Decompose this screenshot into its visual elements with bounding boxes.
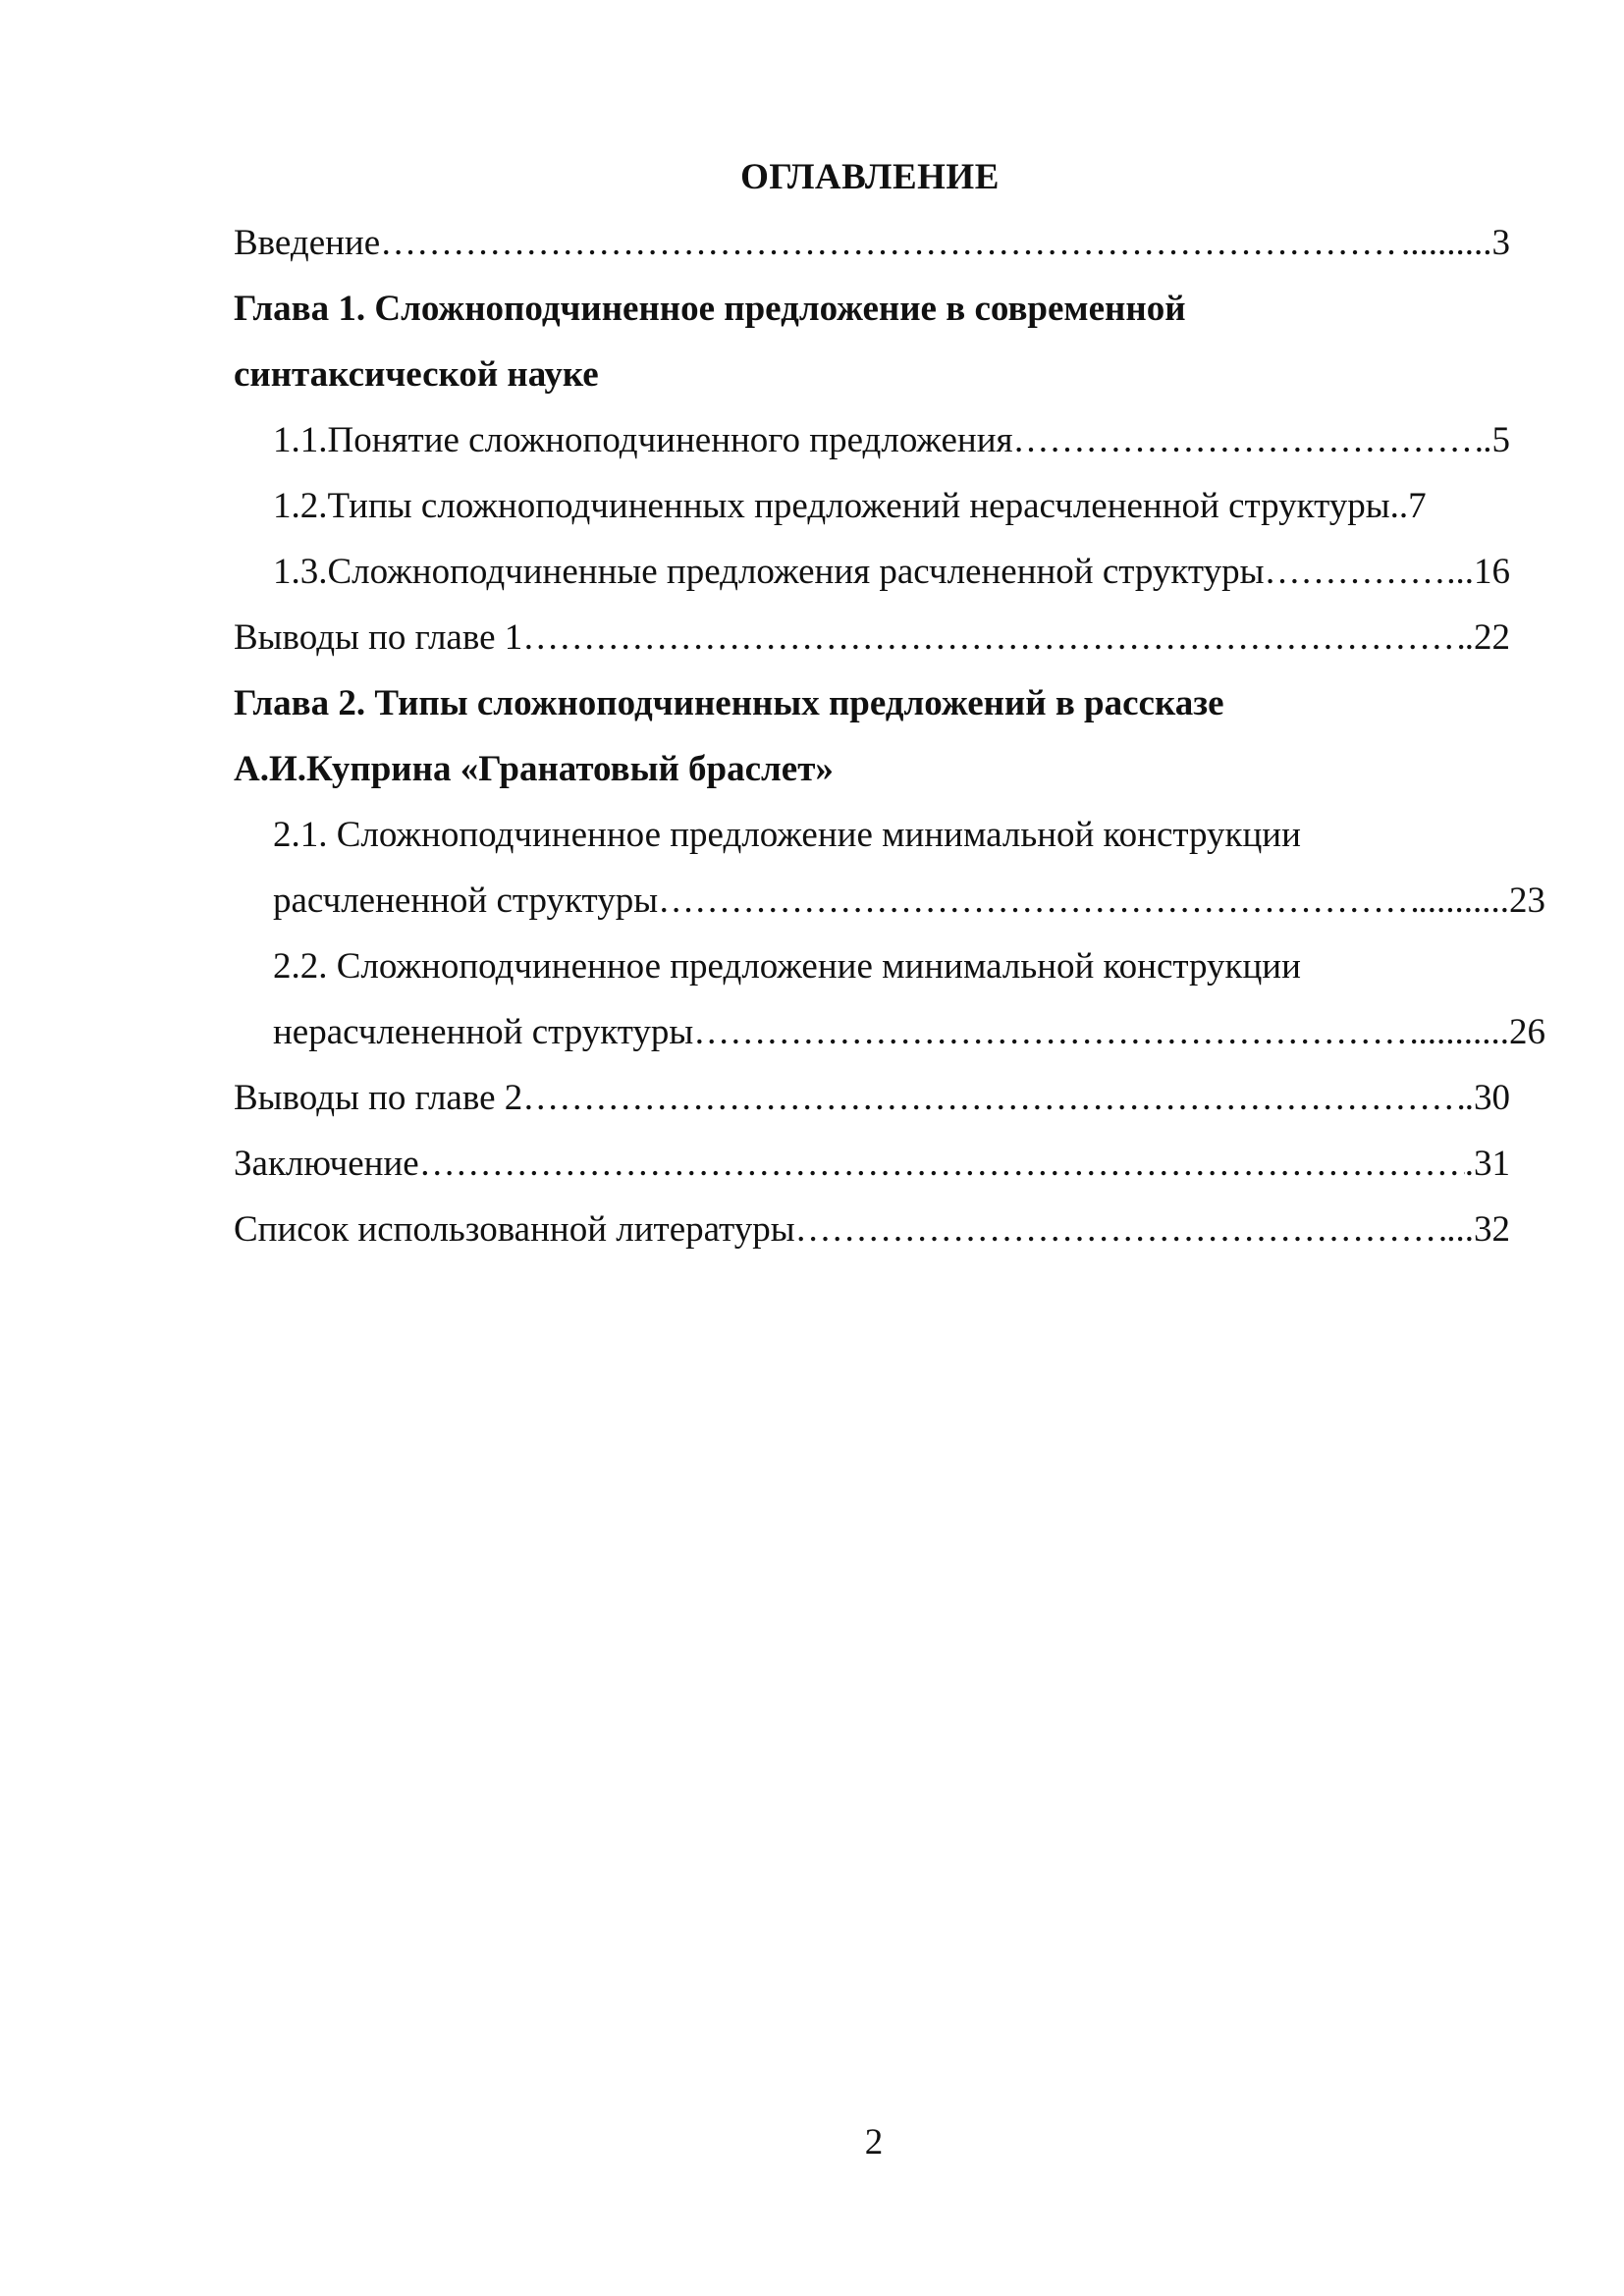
leader-dots [522, 614, 1464, 662]
toc-entry-text: расчлененной структуры [273, 881, 659, 921]
leader-dots [693, 1009, 1418, 1056]
toc-entry-page: ..........26 [1418, 1012, 1545, 1052]
leader-dots [795, 1206, 1447, 1254]
toc-chapter-2-heading-cont [234, 746, 1510, 812]
toc-entry-page: .31 [1464, 1144, 1510, 1184]
leader-dots [658, 878, 1418, 925]
toc-entry-1-1 [234, 417, 1510, 483]
toc-entry-text: 1.1.Понятие сложноподчиненного предложения [273, 420, 1013, 460]
toc-entry-text: 1.2.Типы сложноподчиненных предложений нерасчлененной структуры..7 [273, 486, 1427, 526]
toc-entry-text: Введение [234, 223, 381, 263]
toc-entry-page: ...32 [1446, 1209, 1510, 1250]
toc-entry-2-2-cont [234, 1009, 1545, 1075]
page-number: 2 [864, 2122, 884, 2163]
leader-dots [1264, 549, 1446, 596]
toc-chapter-1-heading-cont [234, 351, 1510, 417]
toc-entry-text: синтаксической науке [234, 354, 599, 395]
toc-entry-page: .5 [1483, 420, 1510, 460]
toc-entry-conclusion [234, 1141, 1510, 1206]
toc-entry-text: Выводы по главе 1 [234, 617, 523, 658]
toc-entry-text: Выводы по главе 2 [234, 1078, 523, 1118]
toc-entry-2-1 [234, 812, 1510, 878]
leader-dots [380, 220, 1401, 267]
toc-entry-text: 2.1. Сложноподчиненное предложение минимальной конструкции [273, 815, 1301, 855]
toc-entry-page: ..........3 [1401, 223, 1510, 263]
toc-entry-text: Глава 2. Типы сложноподчиненных предложений в рассказе [234, 683, 1224, 723]
toc-entry-text: нерасчлененной структуры [273, 1012, 694, 1052]
toc-entry-page: .22 [1464, 617, 1510, 658]
table-of-contents [234, 220, 1545, 1272]
toc-entry-text: А.И.Куприна «Гранатовый браслет» [234, 749, 834, 789]
toc-title: ОГЛАВЛЕНИЕ [740, 157, 1000, 197]
toc-entry-text: Список использованной литературы [234, 1209, 795, 1250]
toc-chapter-2-heading [234, 680, 1510, 746]
toc-entry-conclusions-1 [234, 614, 1510, 680]
toc-entry-2-1-cont [234, 878, 1545, 943]
toc-entry-text: 1.3.Сложноподчиненные предложения расчлененной структуры [273, 552, 1265, 592]
toc-entry-2-2 [234, 943, 1510, 1009]
leader-dots [522, 1075, 1464, 1122]
toc-entry-page: .30 [1464, 1078, 1510, 1118]
toc-entry-page: ..........23 [1418, 881, 1545, 921]
leader-dots [1013, 417, 1484, 464]
leader-dots [419, 1141, 1465, 1188]
toc-entry-introduction [234, 220, 1510, 286]
toc-chapter-1-heading [234, 286, 1510, 351]
toc-entry-text: 2.2. Сложноподчиненное предложение минимальной конструкции [273, 946, 1301, 987]
toc-entry-page: ...16 [1446, 552, 1510, 592]
toc-entry-conclusions-2 [234, 1075, 1510, 1141]
toc-entry-text: Заключение [234, 1144, 419, 1184]
toc-entry-text: Глава 1. Сложноподчиненное предложение в современной [234, 289, 1186, 329]
toc-entry-1-3 [234, 549, 1510, 614]
toc-entry-bibliography [234, 1206, 1510, 1272]
toc-entry-1-2 [234, 483, 1510, 549]
